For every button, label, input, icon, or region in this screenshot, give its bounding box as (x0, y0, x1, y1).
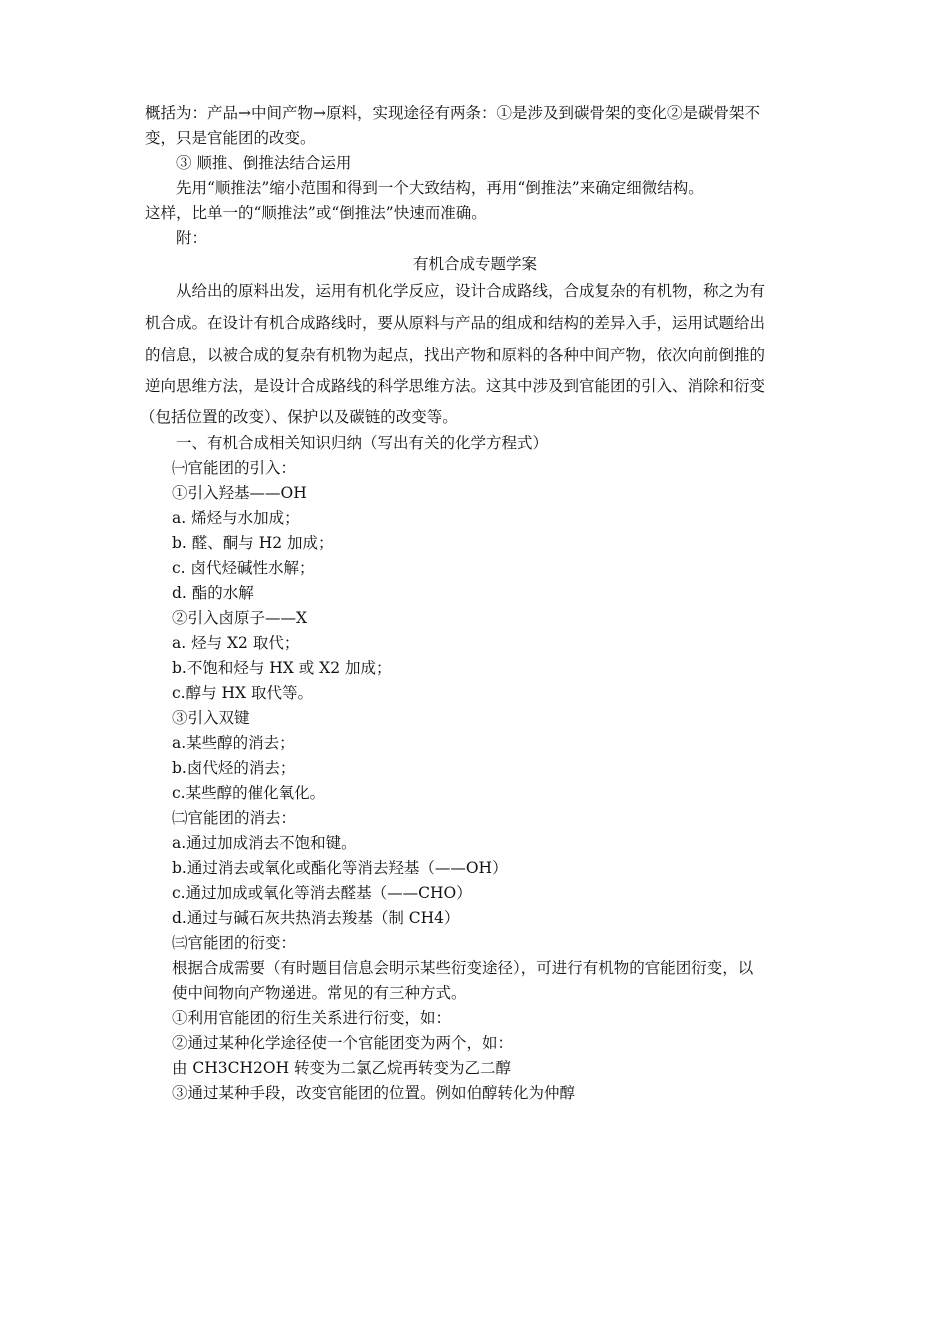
paragraph-line-4: 逆向思维方法，是设计合成路线的科学思维方法。这其中涉及到官能团的引入、消除和衍变 (145, 377, 766, 395)
list-item: a.通过加成消去不饱和键。 (172, 834, 357, 852)
paragraph-line-1: 从给出的原料出发，运用有机化学反应，设计合成路线，合成复杂的有机物，称之为有 (176, 282, 766, 300)
paragraph-line-3: 的信息，以被合成的复杂有机物为起点，找出产物和原料的各种中间产物，依次向前倒推的 (145, 346, 766, 364)
list-item: 根据合成需要（有时题目信息会明示某些衍变途径），可进行有机物的官能团衍变，以 (172, 959, 754, 977)
section-heading: 一、有机合成相关知识归纳（写出有关的化学方程式） (176, 434, 549, 452)
list-item: ③通过某种手段，改变官能团的位置。例如伯醇转化为仲醇 (172, 1084, 576, 1102)
intro-line-6: 附： (176, 229, 208, 247)
intro-line-5: 这样，比单一的“顺推法”或“倒推法”快速而准确。 (145, 204, 487, 222)
item-heading-1: ①引入羟基——OH (172, 484, 307, 502)
list-item: c.某些醇的催化氧化。 (172, 784, 326, 802)
list-item: c. 卤代烃碱性水解； (172, 559, 315, 577)
list-item: 由 CH3CH2OH 转变为二氯乙烷再转变为乙二醇 (172, 1059, 512, 1077)
list-item: ②通过某种化学途径使一个官能团变为两个，如： (172, 1034, 514, 1052)
item-heading-2: ②引入卤原子——X (172, 609, 308, 627)
intro-line-4: 先用“顺推法”缩小范围和得到一个大致结构，再用“倒推法”来确定细微结构。 (176, 179, 704, 197)
list-item: d. 酯的水解 (172, 584, 254, 602)
item-heading-3: ③引入双键 (172, 709, 250, 727)
list-item: b. 醛、酮与 H2 加成； (172, 534, 334, 552)
list-item: c.醇与 HX 取代等。 (172, 684, 314, 702)
intro-line-3: ③ 顺推、倒推法结合运用 (176, 154, 352, 172)
list-item: c.通过加成或氧化等消去醛基（——CHO） (172, 884, 472, 902)
subsection-heading-2: ㈡官能团的消去： (172, 809, 297, 827)
list-item: a.某些醇的消去； (172, 734, 295, 752)
list-item: a. 烯烃与水加成； (172, 509, 300, 527)
paragraph-line-5: （包括位置的改变）、保护以及碳链的改变等。 (140, 408, 458, 426)
list-item: d.通过与碱石灰共热消去羧基（制 CH4） (172, 909, 460, 927)
list-item: ①利用官能团的衍生关系进行衍变，如： (172, 1009, 452, 1027)
list-item: a. 烃与 X2 取代； (172, 634, 300, 652)
subsection-heading-1: ㈠官能团的引入： (172, 459, 297, 477)
subsection-heading-3: ㈢官能团的衍变： (172, 934, 297, 952)
paragraph-line-2: 机合成。在设计有机合成路线时，要从原料与产品的组成和结构的差异入手，运用试题给出 (145, 314, 766, 332)
page-title: 有机合成专题学案 (412, 255, 537, 273)
list-item: b.不饱和烃与 HX 或 X2 加成； (172, 659, 392, 677)
intro-line-2: 变，只是官能团的改变。 (145, 129, 316, 147)
intro-line-1: 概括为：产品→中间产物→原料，实现途径有两条：①是涉及到碳骨架的变化②是碳骨架不 (145, 104, 760, 122)
list-item: 使中间物向产物递进。常见的有三种方式。 (172, 984, 467, 1002)
list-item: b.通过消去或氧化或酯化等消去羟基（——OH） (172, 859, 508, 877)
list-item: b.卤代烃的消去； (172, 759, 296, 777)
